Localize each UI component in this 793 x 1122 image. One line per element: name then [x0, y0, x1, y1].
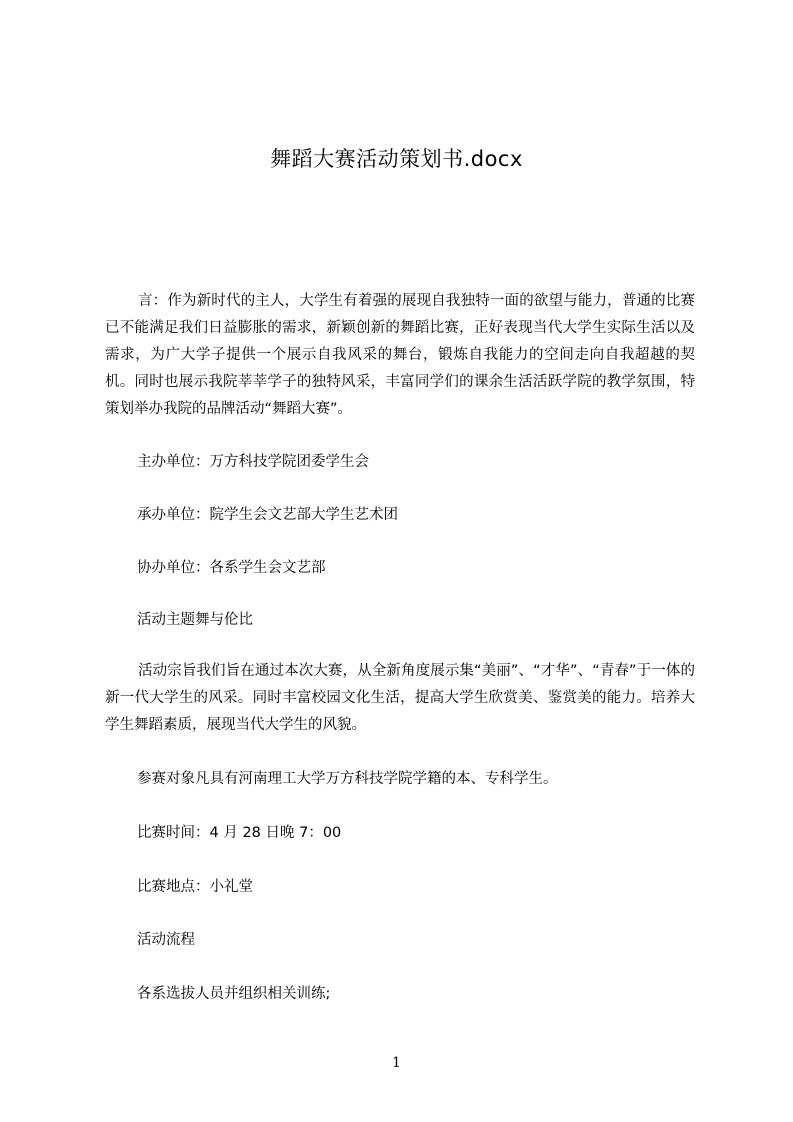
intro-paragraph: 言：作为新时代的主人，大学生有着强的展现自我独特一面的欲望与能力，普通的比赛已不能满足我们日益膨胀的需求，新颖创新的舞蹈比赛，正好表现当代大学生实际生活以及需求，为广大学子提供一个展示自我风采的舞台，锻炼自我能力的空间走向自我超越的契机。同时也展示我院莘莘学子的独特风采，丰富同学们的课余生活活跃学院的教学氛围，特策划举办我院的品牌活动“舞蹈大赛”。 [105, 293, 695, 417]
undertaker-line: 承办单位：院学生会文艺部大学生艺术团 [137, 507, 398, 523]
document-title: 舞蹈大赛活动策划书.docx [270, 147, 523, 171]
theme-line: 活动主题舞与伦比 [137, 612, 253, 628]
purpose-paragraph: 活动宗旨我们旨在通过本次大赛，从全新角度展示集“美丽”、“才华”、“青春”于一体的新一代大学生的风采。同时丰富校园文化生活，提高大学生欣赏美、鉴赏美的能力。培养大学生舞蹈素质，展现当代大学生的风貌。 [105, 663, 695, 733]
co-organizer-line: 协办单位：各系学生会文艺部 [137, 560, 326, 576]
process-heading: 活动流程 [137, 932, 195, 948]
organizer-line: 主办单位：万方科技学院团委学生会 [137, 454, 369, 470]
time-line: 比赛时间：4 月 28 日晚 7：00 [137, 825, 342, 841]
page-number: 1 [392, 1055, 401, 1071]
process-step-1: 各系选拔人员并组织相关训练; [137, 986, 331, 1002]
participants-line: 参赛对象凡具有河南理工大学万方科技学院学籍的本、专科学生。 [137, 771, 558, 787]
location-line: 比赛地点：小礼堂 [137, 879, 253, 895]
